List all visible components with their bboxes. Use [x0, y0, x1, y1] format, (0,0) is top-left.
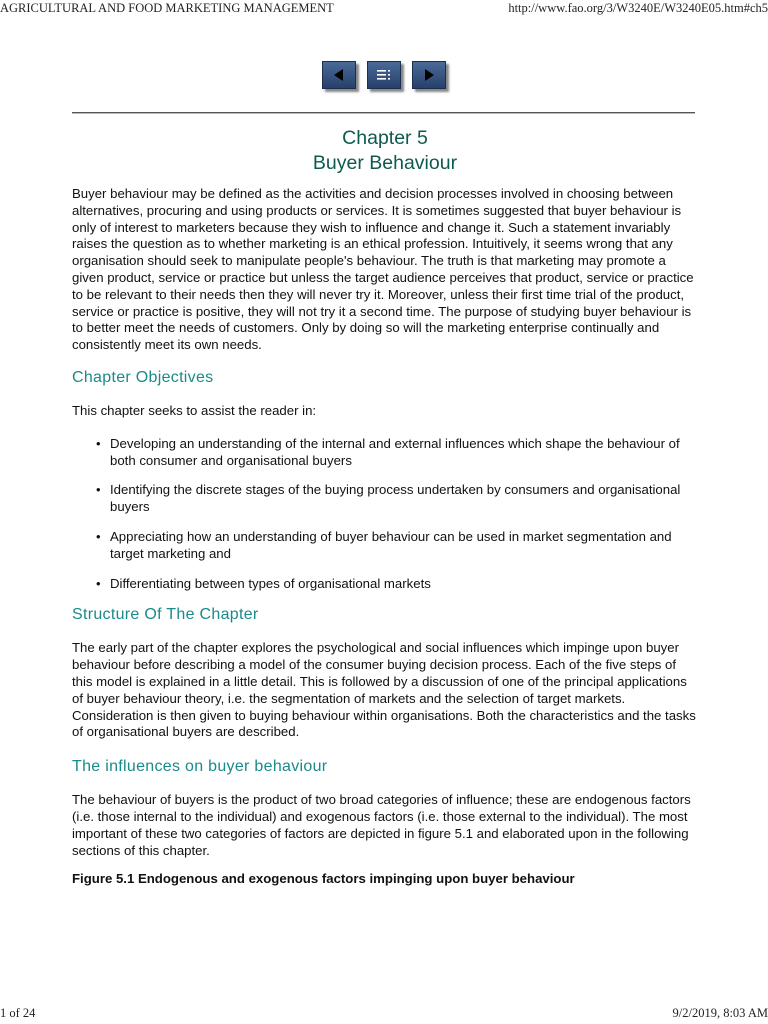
- list-item: [72, 482, 698, 516]
- chapter-heading: [72, 126, 698, 176]
- objective-text: Identifying the discrete stages of the buying process undertaken by consumers and organisational buyers: [110, 482, 681, 515]
- objective-text: Developing an understanding of the internal and external influences which shape the behaviour of both consumer and organisational buyers: [110, 435, 680, 468]
- list-item: [72, 576, 698, 593]
- print-header-title: AGRICULTURAL AND FOOD MARKETING MANAGEMENT: [0, 1, 334, 15]
- intro-paragraph: Buyer behaviour may be defined as the activities and decision processes involved in choosing between alternatives, procuring and using products or services. It is sometimes suggested that buyer behaviour is only of interest to marketers because they wish to influence and change it. Such a statement invariably raises the question as to whether marketing is an ethical profession. Intuitively, it seems wrong that any organisation should seek to manipulate people's behaviour. The truth is that marketing may promote a given product, service or practice but unless the target audience perceives that product, service or practice to be relevant to their needs then they will never try it. Moreover, unless their first time trial of the product, service or practice is positive, they will not try it a second time. The purpose of studying buyer behaviour is to better meet the needs of customers. Only by doing so will the marketing enterprise continually and consistently meet its own needs.: [72, 186, 694, 353]
- bullet-icon: •: [96, 575, 101, 591]
- bullet-icon: •: [96, 482, 101, 498]
- list-item: [72, 529, 698, 563]
- print-footer: [0, 1006, 768, 1024]
- objective-text: Differentiating between types of organisational markets: [110, 575, 431, 591]
- bullet-icon: •: [96, 528, 101, 544]
- list-item: [72, 436, 698, 470]
- chapter-title: Buyer Behaviour: [312, 152, 458, 174]
- print-header: [0, 0, 768, 18]
- chapter-number: Chapter 5: [342, 127, 428, 149]
- right-arrow-icon: [421, 67, 437, 83]
- objective-text: Appreciating how an understanding of buyer behaviour can be used in market segmentation and target marketing and: [110, 528, 672, 561]
- page-counter: 1 of 24: [0, 1006, 36, 1020]
- objectives-lead: This chapter seeks to assist the reader in:: [72, 402, 317, 418]
- contents-button[interactable]: [367, 61, 401, 89]
- bullet-icon: •: [96, 435, 101, 451]
- influences-paragraph: The behaviour of buyers is the product of two broad categories of influence; these are endogenous factors (i.e. those internal to the individual) and exogenous factors (i.e. those external to the individual). The most important of these two categories of factors are depicted in figure 5.1 and elaborated upon in the following sections of this chapter.: [72, 792, 691, 858]
- header-divider: [72, 112, 695, 114]
- chapter-content: [72, 126, 698, 888]
- previous-chapter-button[interactable]: [322, 61, 356, 89]
- print-header-url: http://www.fao.org/3/W3240E/W3240E05.htm#ch5: [508, 1, 768, 15]
- objectives-heading: Chapter Objectives: [72, 368, 214, 386]
- influences-heading: The influences on buyer behaviour: [72, 758, 328, 776]
- figure-caption: Figure 5.1 Endogenous and exogenous factors impinging upon buyer behaviour: [72, 871, 575, 887]
- print-timestamp: 9/2/2019, 8:03 AM: [672, 1006, 768, 1020]
- structure-paragraph: The early part of the chapter explores the psychological and social influences which impinge upon buyer behaviour before describing a model of the consumer buying decision process. Each of the five steps of this model is explained in a little detail. This is followed by a discussion of one of the principal applications of buyer behaviour theory, i.e. the segmentation of markets and the selection of target markets. Consideration is then given to buying behaviour within organisations. Both the characteristics and the tasks of organisational buyers are described.: [72, 640, 696, 740]
- chapter-navigation: [322, 61, 452, 93]
- objectives-list: [72, 436, 698, 593]
- list-icon: [375, 67, 393, 83]
- left-arrow-icon: [331, 67, 347, 83]
- next-chapter-button[interactable]: [412, 61, 446, 89]
- structure-heading: Structure Of The Chapter: [72, 606, 259, 624]
